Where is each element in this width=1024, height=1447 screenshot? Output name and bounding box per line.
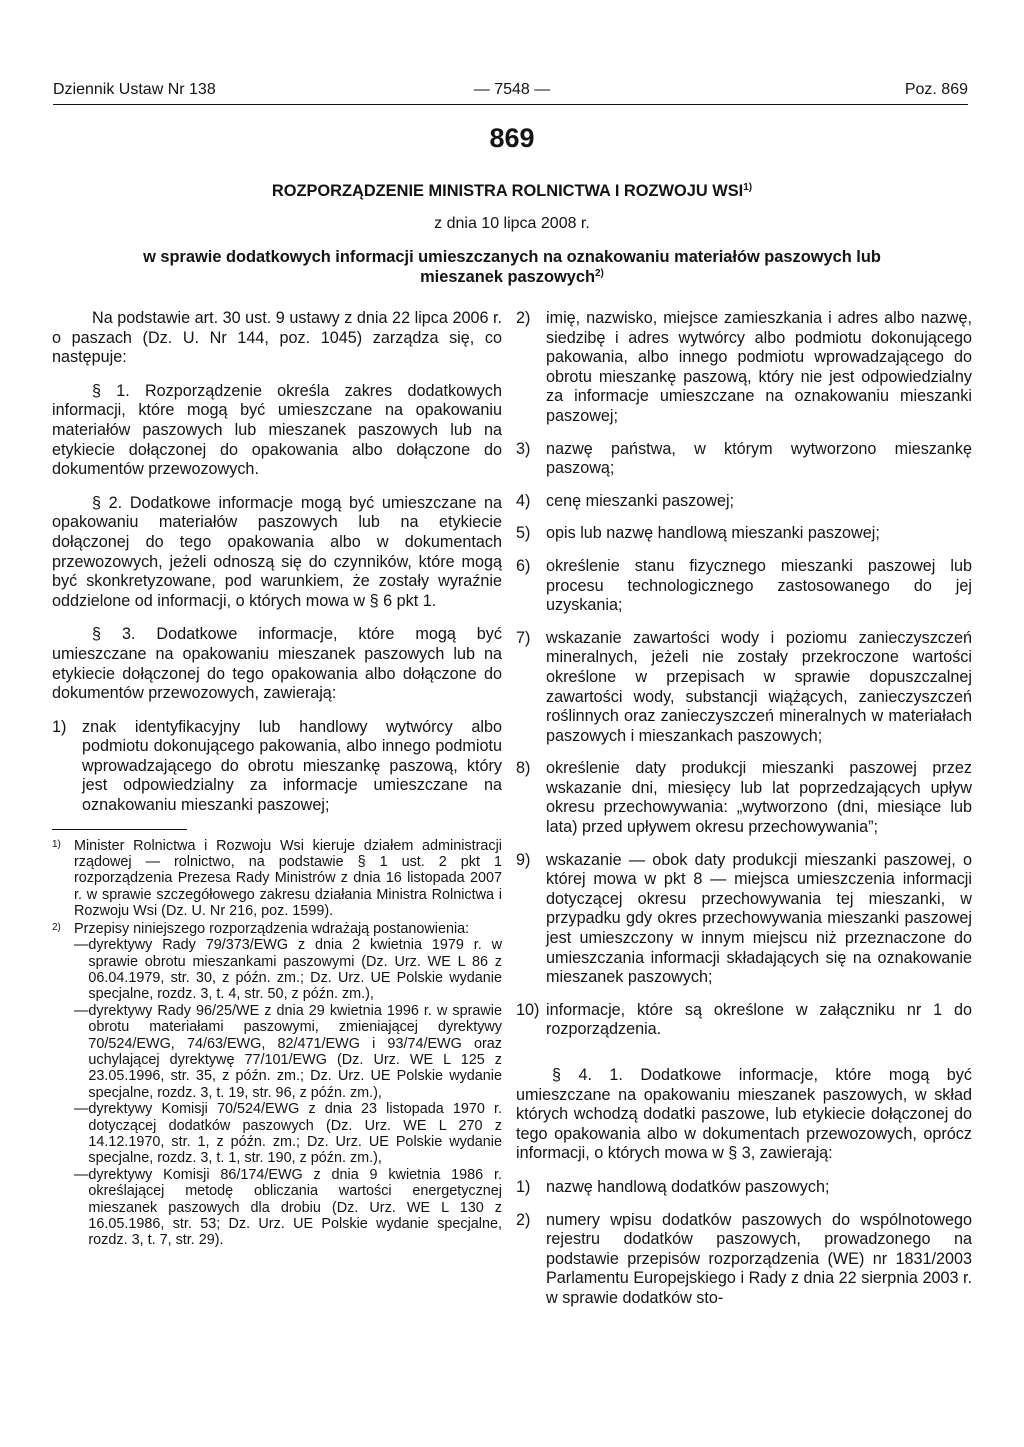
list-item-number: 7) — [516, 628, 531, 647]
list-item — [516, 1211, 972, 1309]
act-heading-text: ROZPORZĄDZENIE MINISTRA ROLNICTWA I ROZWOJU WSI — [271, 182, 744, 200]
directive-item — [74, 1101, 502, 1167]
page-number: — 7548 — — [473, 81, 551, 98]
footnote-rule — [52, 829, 187, 830]
footnote-intro: Przepisy niniejszego rozporządzenia wdrażają postanowienia: — [74, 920, 470, 937]
act-title-block — [60, 121, 964, 287]
list-item — [516, 309, 972, 427]
list-item — [516, 524, 972, 544]
list-item-text: określenie daty produkcji mieszanki paszowej przez wskazanie dni, miesięcy lub lat poprzedzających upływ okresu przechowywania: „wytworzono (dni, miesiące lub lata) przed upływem okresu przechowywania”; — [546, 759, 972, 837]
section-2: § 2. Dodatkowe informacje mogą być umieszczane na opakowaniu materiałów paszowych lub na etykiecie dołączonej do tego opakowania albo w dokumentach przewozowych, jeżeli odnoszą się do czynników, które mogą być skonkretyzowane, pod warunkiem, że zostały wyraźnie oddzielone od informacji, o których mowa w § 6 pkt 1. — [52, 493, 502, 610]
list-item-text: określenie stanu fizycznego mieszanki paszowej lub procesu technologicznego zastosowanego do jej uzyskania; — [546, 556, 972, 615]
section-4: § 4. 1. Dodatkowe informacje, które mogą być umieszczane na opakowaniu mieszanek paszowych, w skład których wchodzą dodatki paszowe, lub etykiecie dołączonej do tego opakowania albo w dokumentach przewozowych, oprócz informacji, o których mowa w § 3, zawierają: — [516, 1066, 972, 1163]
right-column — [516, 309, 972, 1322]
list-item — [516, 629, 972, 747]
preamble: Na podstawie art. 30 ust. 9 ustawy z dnia 22 lipca 2006 r. o paszach (Dz. U. Nr 144, poz. 1045) zarządza się, co następuje: — [52, 309, 502, 367]
list-item-text: informacje, które są określone w załączniku nr 1 do rozporządzenia. — [546, 1000, 972, 1039]
list-item-number: 5) — [516, 524, 531, 543]
left-column — [52, 309, 502, 1250]
header-rule — [53, 104, 968, 105]
section-1: § 1. Rozporządzenie określa zakres dodatkowych informacji, które mogą być umieszczane na opakowaniu materiałów paszowych lub mieszanek paszowych lub na etykiecie dołączonej do opakowania albo dołączone do dokumentów przewozowych. — [52, 381, 502, 479]
list-item-number: 1) — [52, 717, 67, 736]
list-item — [516, 759, 972, 837]
list-item-number: 4) — [516, 491, 531, 510]
list-item-text: znak identyfikacyjny lub handlowy wytwórcy albo podmiotu dokonującego pakowania, albo innego podmiotu wprowadzającego do obrotu mieszankę paszową, który jest odpowiedzialny za informacje umieszczane na oznakowaniu mieszanki paszowej; — [82, 717, 502, 815]
footnote-2 — [52, 921, 502, 1249]
list-item-text: wskazanie zawartości wody i poziomu zanieczyszczeń mineralnych, jeżeli nie zostały przekroczone wartości określone w przepisach w sprawie dopuszczalnej zawartości wody, substancji wiążących, zanieczyszczeń roślinnych oraz zanieczyszczeń mineralnych w materiałach paszowych i mieszankach paszowych; — [546, 628, 972, 745]
list-item-text: nazwę państwa, w którym wytworzono mieszankę paszową; — [546, 439, 972, 478]
list-item-text: opis lub nazwę handlową mieszanki paszowej; — [546, 524, 880, 543]
list-item — [516, 557, 972, 616]
act-subject-text: w sprawie dodatkowych informacji umieszczanych na oznakowaniu materiałów paszowych lub mieszanek paszowych — [143, 248, 881, 286]
directive-item — [74, 1167, 502, 1249]
list-item — [516, 851, 972, 988]
dash: — — [74, 1166, 89, 1183]
list-item — [516, 492, 972, 512]
list-item — [516, 440, 972, 479]
list-item-number: 2) — [516, 1210, 531, 1229]
list-item-text: nazwę handlową dodatków paszowych; — [546, 1177, 830, 1196]
list-item — [516, 1001, 972, 1040]
list-item-number: 1) — [516, 1177, 531, 1196]
dash: — — [74, 1002, 89, 1019]
footnote-text: Minister Rolnictwa i Rozwoju Wsi kieruje działem administracji rządowej — rolnictwo, na podstawie § 1 ust. 2 pkt 1 rozporządzenia Prezesa Rady Ministrów z dnia 16 listopada 2007 r. w sprawie szczegółowego zakresu działania Ministra Rolnictwa i Rozwoju Wsi (Dz. U. Nr 216, poz. 1599). — [74, 837, 502, 920]
directive-text: dyrektywy Rady 96/25/WE z dnia 29 kwietnia 1996 r. w sprawie obrotu materiałami paszowymi, zmieniającej dyrektywy 70/524/EWG, 74/63/EWG, 82/471/EWG i 93/74/EWG oraz uchylającej dyrektywę 77/101/EWG (Dz. Urz. WE L 125 z 23.05.1996, str. 35, z późn. zm.; Dz. Urz. UE Polskie wydanie specjalne, rozdz. 3, t. 19, str. 96, z późn. zm.), — [88, 1002, 502, 1101]
footnotes — [52, 838, 502, 1249]
act-heading — [60, 181, 964, 201]
list-item — [52, 718, 502, 816]
act-subject-footnote-ref[interactable]: 2) — [595, 268, 604, 279]
act-date: z dnia 10 lipca 2008 r. — [434, 215, 590, 232]
list-item-text: numery wpisu dodatków paszowych do wspólnotowego rejestru dodatków paszowych, prowadzonego na podstawie przepisów rozporządzenia (WE) nr 1831/2003 Parlamentu Europejskiego i Rady z dnia 22 sierpnia 2003 r. w sprawie dodatków sto- — [546, 1210, 972, 1307]
dash: — — [74, 1101, 89, 1118]
list-item-number: 6) — [516, 556, 531, 575]
act-subject — [125, 247, 900, 287]
list-item-number: 8) — [516, 759, 531, 778]
directive-item — [74, 1003, 502, 1101]
directive-text: dyrektywy Komisji 70/524/EWG z dnia 23 listopada 1970 r. dotyczącej dodatków paszowych (Dz. Urz. WE L 270 z 14.12.1970, str. 1, z późn. zm.; Dz. Urz. UE Polskie wydanie specjalne, rozdz. 3, t. 1, str. 190, z późn. zm.), — [88, 1101, 502, 1167]
list-item-number: 3) — [516, 439, 531, 458]
position-number: Poz. 869 — [904, 81, 968, 98]
list-item-text: wskazanie — obok daty produkcji mieszanki paszowej, o której mowa w pkt 8 — miejsca umieszczenia informacji dotyczącej okresu przechowywania tej mieszanki, w przypadku gdy okres przechowywania mieszanki paszowej jest umieszczony w innym miejscu niż przeznaczone do umieszczania informacji składających się na oznakowanie mieszanek paszowych; — [546, 850, 972, 987]
act-heading-footnote-ref[interactable]: 1) — [743, 182, 753, 193]
footnote-mark: 2) — [52, 921, 61, 933]
list-item-number: 2) — [516, 309, 531, 327]
section-3: § 3. Dodatkowe informacje, które mogą być umieszczane na opakowaniu mieszanek paszowych lub na etykiecie dołączonej do tego opakowania albo dołączone do dokumentów przewozowych, zawierają: — [52, 625, 502, 703]
list-item-number: 10) — [516, 1000, 540, 1019]
act-number: 869 — [489, 123, 535, 153]
directive-text: dyrektywy Komisji 86/174/EWG z dnia 9 kwietnia 1986 r. określającej metodę obliczania wartości energetycznej mieszanek paszowych dla drobiu (Dz. Urz. WE L 130 z 16.05.1986, str. 53; Dz. Urz. UE Polskie wydanie specjalne, rozdz. 3, t. 7, str. 29). — [88, 1166, 502, 1249]
directive-text: dyrektywy Rady 79/373/EWG z dnia 2 kwietnia 1979 r. w sprawie obrotu mieszankami paszowymi (Dz. Urz. WE L 86 z 06.04.1979, str. 30, z późn. zm.; Dz. Urz. UE Polskie wydanie specjalne, rozdz. 3, t. 4, str. 50, z późn. zm.), — [88, 937, 502, 1003]
footnote-mark: 1) — [52, 838, 61, 850]
directive-item — [74, 937, 502, 1003]
list-item-text: imię, nazwisko, miejsce zamieszkania i adres albo nazwę, siedzibę i adres wytwórcy albo podmiotu dokonującego pakowania, albo innego podmiotu wprowadzającego do obrotu mieszankę paszową, który nie jest odpowiedzialny za informacje umieszczane na oznakowaniu mieszanki paszowej; — [546, 309, 972, 425]
footnote-body — [74, 921, 502, 1249]
list-item — [516, 1178, 972, 1198]
list-item-text: cenę mieszanki paszowej; — [546, 491, 735, 510]
footnote-1 — [52, 838, 502, 920]
dash: — — [74, 937, 89, 954]
list-item-number: 9) — [516, 850, 531, 869]
journal-title: Dziennik Ustaw Nr 138 — [53, 81, 216, 98]
